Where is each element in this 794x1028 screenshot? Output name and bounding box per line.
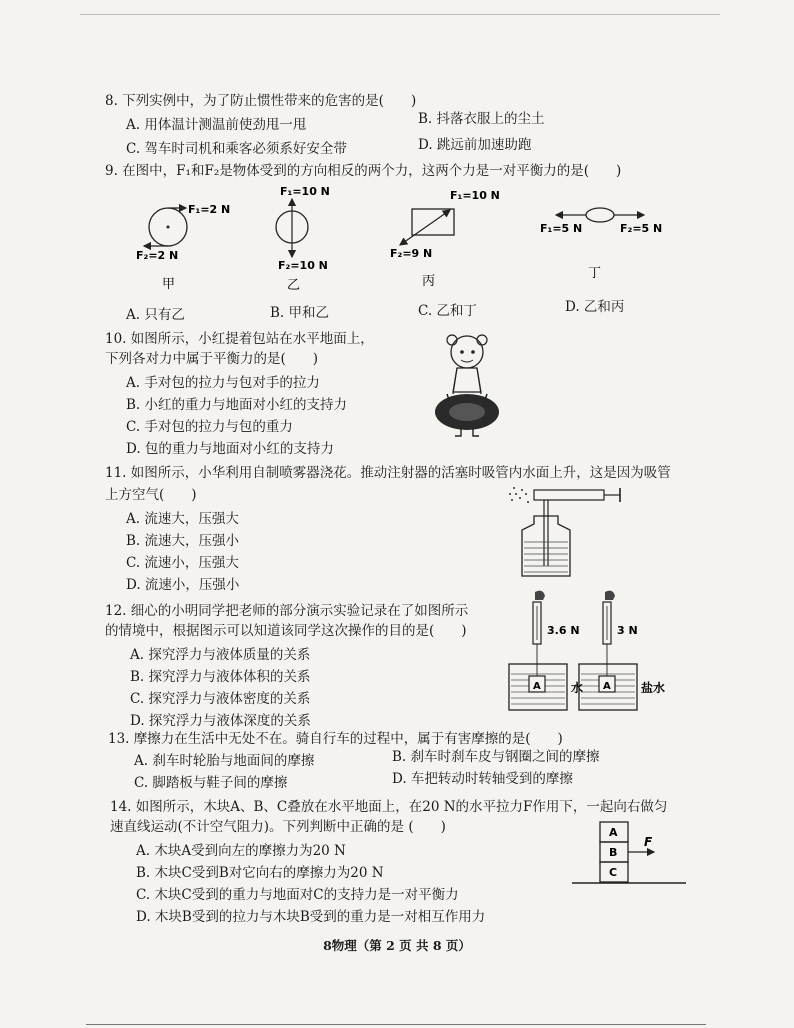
figure-jia xyxy=(136,203,230,262)
q12-option-d: D. 探究浮力与液体深度的关系 xyxy=(130,713,311,729)
q8-option-a: A. 用体温计测温前使劲甩一甩 xyxy=(126,117,307,133)
jia-f1-label: F₁=2 N xyxy=(188,203,231,216)
left-reading: 3.6 N xyxy=(547,624,580,637)
q9-option-d: D. 乙和丙 xyxy=(565,299,625,315)
q12-option-b: B. 探究浮力与液体体积的关系 xyxy=(130,669,311,685)
left-block-label: A xyxy=(533,681,541,692)
bottom-edge-line xyxy=(86,1024,706,1025)
q14-stem-line2: 速直线运动(不计空气阻力)。下列判断中正确的是 ( ) xyxy=(110,819,446,835)
q13-option-a: A. 刹车时轮胎与地面间的摩擦 xyxy=(134,753,315,769)
q10-option-a: A. 手对包的拉力与包对手的拉力 xyxy=(126,375,320,391)
right-setup xyxy=(579,591,665,710)
q10-option-c: C. 手对包的拉力与包的重力 xyxy=(126,419,293,435)
q9-option-c: C. 乙和丁 xyxy=(418,303,477,319)
q8-stem: 8. 下列实例中，为了防止惯性带来的危害的是( ) xyxy=(105,93,417,109)
q9-option-a: A. 只有乙 xyxy=(126,307,185,323)
q11-option-b: B. 流速大，压强小 xyxy=(126,533,240,549)
q9-figures xyxy=(120,185,680,290)
yi-f2-label: F₂=10 N xyxy=(278,259,328,272)
q8-option-c: C. 驾车时司机和乘客必须系好安全带 xyxy=(126,141,347,157)
figure-yi xyxy=(276,185,330,272)
sprayer-figure xyxy=(508,480,638,580)
q11-stem-line2: 上方空气( ) xyxy=(105,487,197,503)
q14-stem-line1: 14. 如图所示，木块A、B、C叠放在水平地面上，在20 N的水平拉力F作用下，一起向右做匀 xyxy=(110,799,668,815)
q14-option-d: D. 木块B受到的拉力与木块B受到的重力是一对相互作用力 xyxy=(136,909,486,925)
q11-stem-line1: 11. 如图所示，小华利用自制喷雾器浇花。推动注射器的活塞时吸管内水面上升，这是因为吸管 xyxy=(105,465,671,481)
q8-option-b: B. 抖落衣服上的尘土 xyxy=(418,111,545,127)
girl-with-bag-figure xyxy=(425,330,505,440)
spray-mist xyxy=(509,487,529,503)
q12-stem-line1: 12. 细心的小明同学把老师的部分演示实验记录在了如图所示 xyxy=(105,603,469,619)
left-liquid-label: 水 xyxy=(571,681,584,695)
q10-option-b: B. 小红的重力与地面对小红的支持力 xyxy=(126,397,348,413)
q11-option-a: A. 流速大，压强大 xyxy=(126,511,239,527)
bing-f2-label: F₂=9 N xyxy=(390,247,433,260)
q14-option-b: B. 木块C受到B对它向右的摩擦力为20 N xyxy=(136,865,384,881)
q9-option-b: B. 甲和乙 xyxy=(270,305,330,321)
q13-option-c: C. 脚踏板与鞋子间的摩擦 xyxy=(134,775,288,791)
sprayer-water xyxy=(524,542,568,572)
right-liquid-label: 盐水 xyxy=(641,681,666,695)
caption-bing: 丙 xyxy=(422,274,436,289)
right-block-label: A xyxy=(603,681,611,692)
force-f-label: F xyxy=(644,835,653,849)
block-a-label: A xyxy=(609,826,618,839)
right-reading: 3 N xyxy=(617,624,638,637)
q8-option-d: D. 跳远前加速助跑 xyxy=(418,137,532,153)
stacked-blocks-figure xyxy=(570,818,690,890)
caption-ding: 丁 xyxy=(588,266,602,281)
q13-option-b: B. 刹车时刹车皮与钢圈之间的摩擦 xyxy=(392,749,600,765)
q13-option-d: D. 车把转动时转轴受到的摩擦 xyxy=(392,771,573,787)
q10-option-d: D. 包的重力与地面对小红的支持力 xyxy=(126,441,334,457)
left-setup xyxy=(509,591,583,710)
figure-bing xyxy=(390,189,500,260)
yi-f1-label: F₁=10 N xyxy=(280,185,330,198)
q12-stem-line2: 的情境中，根据图示可以知道该同学这次操作的目的是( ) xyxy=(105,623,467,639)
q12-option-c: C. 探究浮力与液体密度的关系 xyxy=(130,691,311,707)
q10-stem-line1: 10. 如图所示，小红提着包站在水平地面上， xyxy=(105,331,374,347)
block-b-label: B xyxy=(609,846,618,859)
q14-option-a: A. 木块A受到向左的摩擦力为20 N xyxy=(136,843,346,859)
q11-option-d: D. 流速小，压强小 xyxy=(126,577,240,593)
q12-option-a: A. 探究浮力与液体质量的关系 xyxy=(130,647,311,663)
q13-stem: 13. 摩擦力在生活中无处不在。骑自行车的过程中，属于有害摩擦的是( ) xyxy=(108,731,563,747)
bing-f1-label: F₁=10 N xyxy=(450,189,500,202)
ding-f1-label: F₁=5 N xyxy=(540,222,583,235)
buoyancy-experiment-figure xyxy=(505,588,675,716)
q14-option-c: C. 木块C受到的重力与地面对C的支持力是一对平衡力 xyxy=(136,887,459,903)
caption-yi: 乙 xyxy=(287,278,301,290)
figure-ding xyxy=(540,208,662,235)
block-c-label: C xyxy=(609,866,618,879)
q10-stem-line2: 下列各对力中属于平衡力的是( ) xyxy=(105,351,319,367)
page-footer: 8物理（第 2 页 共 8 页） xyxy=(323,938,471,953)
jia-f2-label: F₂=2 N xyxy=(136,249,179,262)
q11-option-c: C. 流速小，压强大 xyxy=(126,555,239,571)
top-edge-line xyxy=(80,14,720,15)
q9-stem: 9. 在图中，F₁和F₂是物体受到的方向相反的两个力，这两个力是一对平衡力的是( ) xyxy=(105,163,622,179)
ding-f2-label: F₂=5 N xyxy=(620,222,663,235)
caption-jia: 甲 xyxy=(162,277,176,290)
